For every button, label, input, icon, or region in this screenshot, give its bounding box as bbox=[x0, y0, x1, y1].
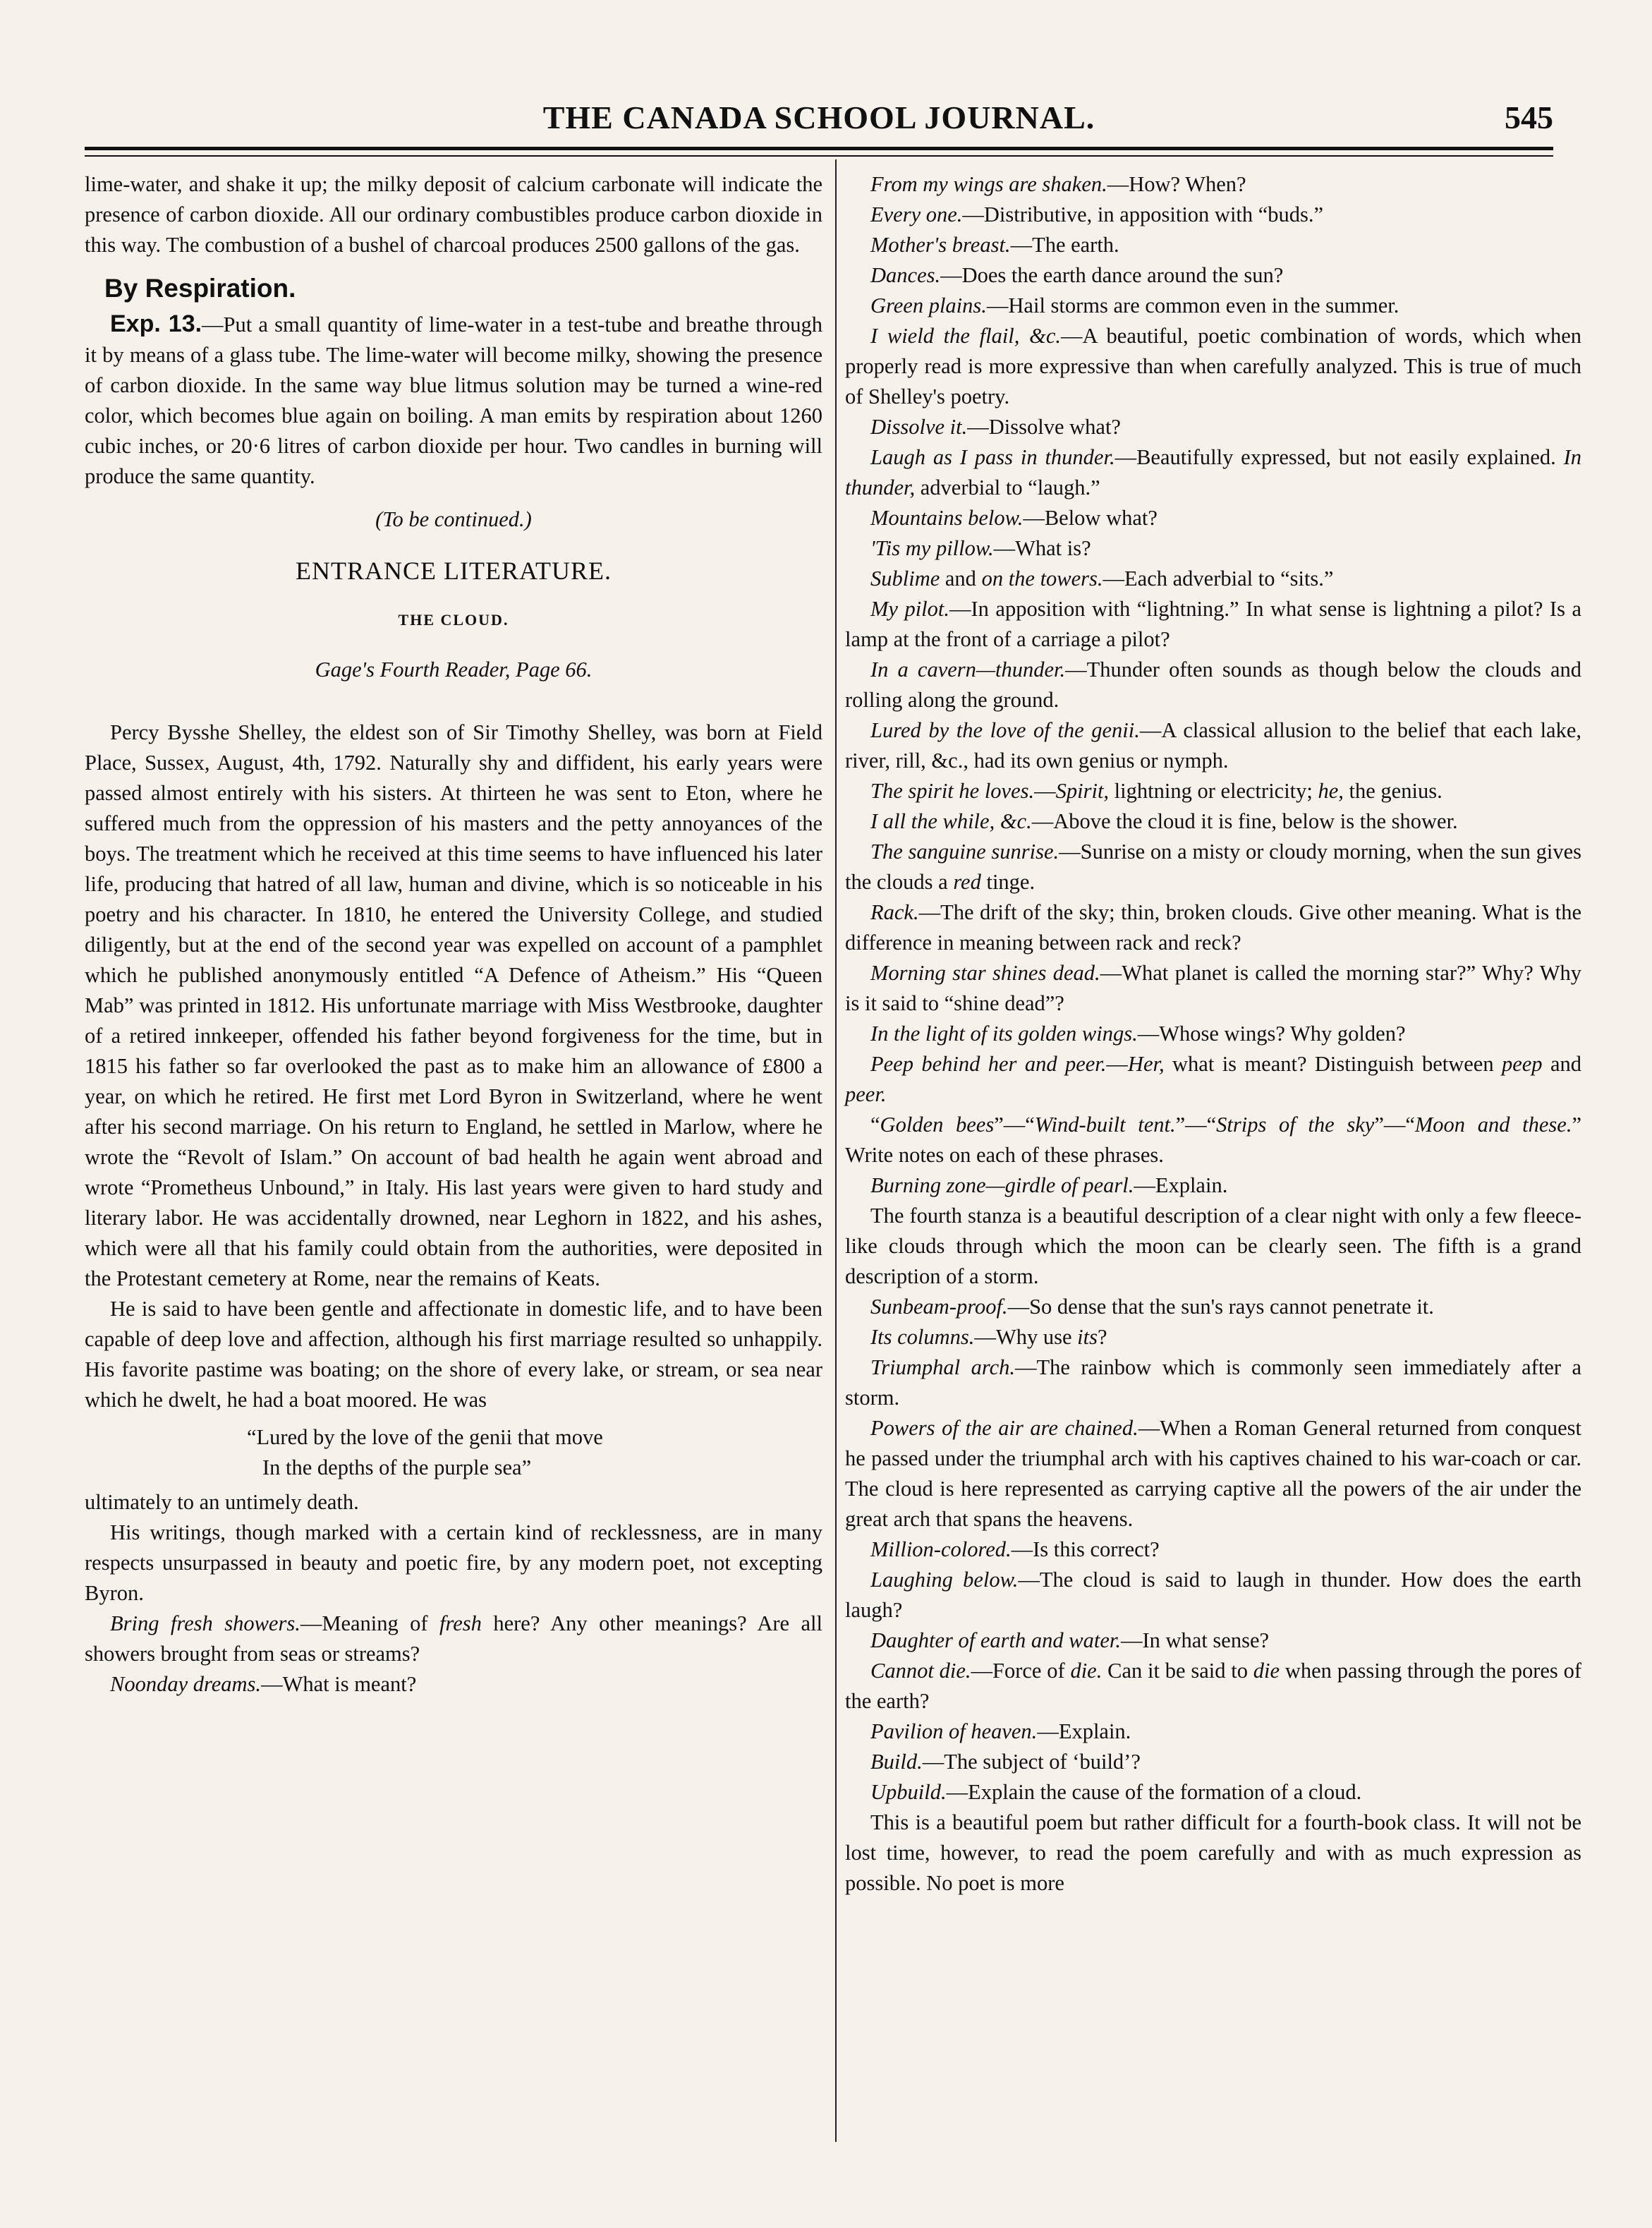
note-term: 'Tis my pillow. bbox=[870, 536, 994, 560]
note-text: Can it be said to bbox=[1102, 1659, 1253, 1683]
note-item bbox=[845, 291, 1581, 321]
note-text: —Hail storms are common even in the summer. bbox=[986, 293, 1399, 317]
note-term: Powers of the air are chained. bbox=[870, 1416, 1138, 1440]
note-term: The spirit he loves. bbox=[870, 779, 1035, 803]
note-term: Green plains. bbox=[870, 293, 987, 317]
header-rule-thin bbox=[85, 155, 1553, 157]
note-text: —The drift of the sky; thin, broken clouds. Give other meaning. What is the difference in meaning between rack and reck? bbox=[845, 900, 1581, 955]
note-text: —What is meant? bbox=[261, 1672, 417, 1696]
note-term: its bbox=[1077, 1325, 1098, 1349]
note-text: when passing through the pores of the earth? bbox=[845, 1659, 1581, 1713]
note-text: ”—“ bbox=[994, 1113, 1035, 1137]
note-term: I wield the flail, &c. bbox=[870, 324, 1061, 348]
note-item bbox=[845, 1019, 1581, 1049]
note-item bbox=[845, 897, 1581, 958]
note-text: —Sunrise on a misty or cloudy morning, when the sun gives the clouds a bbox=[845, 840, 1581, 894]
note-item bbox=[845, 958, 1581, 1019]
note-noonday-dreams bbox=[85, 1669, 822, 1700]
note-item bbox=[845, 442, 1581, 503]
column-divider bbox=[835, 159, 837, 2142]
page-number: 545 bbox=[1505, 99, 1553, 135]
note-text: “ bbox=[870, 1113, 880, 1137]
note-text: — bbox=[1106, 1052, 1128, 1076]
note-text: —A classical allusion to the belief that each lake, river, rill, &c., had its own genius or nymph. bbox=[845, 718, 1581, 773]
note-text: —Whose wings? Why golden? bbox=[1137, 1022, 1406, 1046]
note-text: ”—“ bbox=[1175, 1113, 1217, 1137]
note-text: —What planet is called the morning star?” Why? Why is it said to “shine dead”? bbox=[845, 961, 1582, 1015]
note-text: ”—“ bbox=[1374, 1113, 1415, 1137]
experiment-text: —Put a small quantity of lime-water in a test-tube and breathe through it by means of a glass tube. The lime-water will become milky, showing the presence of carbon dioxide. In the same way blue litmus solution may be turned a wine-red color, which becomes blue again on boiling. A man emits by respiration about 1260 cubic inches, or 20·6 litres of carbon dioxide per hour. Two candles in burning will produce the same quantity. bbox=[85, 313, 822, 488]
note-item bbox=[845, 1292, 1581, 1322]
biography-paragraph-3: ultimately to an untimely death. bbox=[85, 1490, 359, 1514]
note-text: tinge. bbox=[980, 870, 1035, 894]
left-column bbox=[85, 169, 822, 1700]
note-term: In thunder, bbox=[845, 445, 1581, 500]
note-text: — bbox=[1034, 779, 1056, 803]
note-item bbox=[845, 1413, 1581, 1534]
note-text: —The cloud is said to laugh in thunder. How does the earth laugh? bbox=[845, 1568, 1582, 1622]
right-column bbox=[845, 169, 1581, 1899]
note-text: —Dissolve what? bbox=[967, 415, 1121, 439]
note-term: peer. bbox=[845, 1082, 887, 1106]
note-term: red bbox=[953, 870, 981, 894]
note-term: Bring fresh showers. bbox=[110, 1611, 300, 1635]
note-term: Her, bbox=[1127, 1052, 1165, 1076]
note-text: the genius. bbox=[1343, 779, 1443, 803]
note-text: —Why use bbox=[974, 1325, 1078, 1349]
note-term: die bbox=[1253, 1659, 1280, 1683]
note-term: My pilot. bbox=[870, 597, 950, 621]
note-text: ” Write notes on each of these phrases. bbox=[845, 1113, 1581, 1167]
note-text: —Force of bbox=[971, 1659, 1071, 1683]
note-text: —Distributive, in apposition with “buds.” bbox=[962, 202, 1324, 226]
note-term: Triumphal arch. bbox=[870, 1355, 1015, 1379]
note-text: —Beautifully expressed, but not easily explained. bbox=[1115, 445, 1564, 469]
closing-paragraph: This is a beautiful poem but rather difficult for a fourth-book class. It will not be lost time, however, to read the poem carefully and with as much expression as possible. No poet is more bbox=[845, 1810, 1581, 1895]
note-text: —Does the earth dance around the sun? bbox=[940, 263, 1284, 287]
note-text: —The subject of ‘build’? bbox=[922, 1750, 1141, 1774]
note-term: peep bbox=[1501, 1052, 1543, 1076]
note-term: Morning star shines dead. bbox=[870, 961, 1100, 985]
note-item bbox=[845, 169, 1581, 200]
biography-paragraph-1: Percy Bysshe Shelley, the eldest son of Sir Timothy Shelley, was born at Field Place, Sussex, August, 4th, 1792. Naturally shy and diffident, his early years were passed almost entirely with his sisters. At thirteen he was sent to Eton, where he suffered much from the oppression of his masters and the petty annoyances of the boys. The treatment which he received at this time seems to have influenced his later life, producing that hatred of all law, human and divine, which is so noticeable in his poetry and his character. In 1810, he entered the University College, and studied diligently, but at the end of the second year was expelled on account of a pamphlet which he published anonymously entitled “A Defence of Atheism.” His “Queen Mab” was printed in 1812. His unfortunate marriage with Miss Westbrooke, daughter of a retired innkeeper, offended his father beyond forgiveness for the time, but in 1815 his father so far overlooked the past as to make him an allowance of £800 a year, on which he retired. He first met Lord Byron in Switzerland, where he went after his second marriage. On his return to England, he settled in Marlow, where he wrote the “Revolt of Islam.” On account of bad health he again went abroad and wrote “Prometheus Unbound,” in Italy. His last years were given to hard study and literary labor. He was accidentally drowned, near Leghorn in 1822, and his ashes, which were all that his family could obtain from the authorities, were deposited in the Protestant cemetery at Rome, near the remains of Keats. bbox=[85, 720, 822, 1290]
note-term: From my wings are shaken. bbox=[870, 172, 1107, 196]
note-term: Spirit, bbox=[1055, 779, 1110, 803]
note-text: —Each adverbial to “sits.” bbox=[1103, 567, 1334, 591]
note-item bbox=[845, 837, 1581, 897]
note-text: what is meant? Distinguish between bbox=[1164, 1052, 1502, 1076]
note-text: —Above the cloud it is fine, below is the shower. bbox=[1031, 809, 1458, 833]
biography-paragraph-2: He is said to have been gentle and affectionate in domestic life, and to have been capable of deep love and affection, although his first marriage resulted so unhappily. His favorite pastime was boating; on the shore of every lake, or stream, or sea near which he dwelt, he had a boat moored. He was bbox=[85, 1297, 822, 1412]
note-text: —What is? bbox=[993, 536, 1091, 560]
note-text: —So dense that the sun's rays cannot penetrate it. bbox=[1007, 1295, 1434, 1319]
note-term: Burning zone—girdle of pearl. bbox=[870, 1173, 1134, 1197]
note-term: Peep behind her and peer. bbox=[870, 1052, 1107, 1076]
quote-line-1: “Lured by the love of the genii that move bbox=[247, 1425, 603, 1449]
note-item bbox=[845, 564, 1581, 594]
note-text: —When a Roman General returned from conquest he passed under the triumphal arch with his captives chained to his war-coach or car. The cloud is here represented as carrying captive all the powers of the air under the great arch that spans the heavens. bbox=[845, 1416, 1582, 1531]
note-term: Wind-built tent. bbox=[1034, 1113, 1176, 1137]
note-term: The sanguine sunrise. bbox=[870, 840, 1059, 864]
note-term: Pavilion of heaven. bbox=[870, 1719, 1038, 1743]
note-text: —Meaning of bbox=[300, 1611, 440, 1635]
note-text: and bbox=[1542, 1052, 1582, 1076]
note-term: In a cavern—thunder. bbox=[870, 658, 1066, 682]
note-term: I all the while, &c. bbox=[870, 809, 1032, 833]
note-item bbox=[845, 1322, 1581, 1352]
note-text: —The rainbow which is commonly seen immediately after a storm. bbox=[845, 1355, 1581, 1410]
note-term: Cannot die. bbox=[870, 1659, 971, 1683]
running-head bbox=[85, 99, 1553, 141]
note-term: Sunbeam-proof. bbox=[870, 1295, 1008, 1319]
note-term: die. bbox=[1070, 1659, 1103, 1683]
note-item bbox=[845, 1534, 1581, 1565]
quote-line-2: In the depths of the purple sea” bbox=[262, 1455, 532, 1479]
note-text: ? bbox=[1097, 1325, 1107, 1349]
note-term: Its columns. bbox=[870, 1325, 975, 1349]
note-term: fresh bbox=[439, 1611, 482, 1635]
note-term: Noonday dreams. bbox=[110, 1672, 262, 1696]
note-term: Golden bees bbox=[880, 1113, 995, 1137]
note-term: he, bbox=[1318, 779, 1344, 803]
note-term: In the light of its golden wings. bbox=[870, 1022, 1138, 1046]
note-text: and bbox=[940, 567, 982, 591]
note-term: on the towers. bbox=[981, 567, 1103, 591]
note-item bbox=[845, 1747, 1581, 1777]
note-item bbox=[845, 260, 1581, 291]
header-rule-thick bbox=[85, 147, 1553, 150]
intro-paragraph: lime-water, and shake it up; the milky deposit of calcium carbonate will indicate the presence of carbon dioxide. All our ordinary combustibles produce carbon dioxide in this way. The combustion of a bushel of charcoal produces 2500 gallons of the gas. bbox=[85, 172, 822, 257]
note-term: Sublime bbox=[870, 567, 940, 591]
note-text: lightning or electricity; bbox=[1109, 779, 1318, 803]
note-term: Strips of the sky bbox=[1216, 1113, 1375, 1137]
source-citation: Gage's Fourth Reader, Page 66. bbox=[315, 658, 593, 682]
note-item bbox=[845, 1110, 1581, 1170]
note-text: —In what sense? bbox=[1120, 1628, 1270, 1652]
note-term: Daughter of earth and water. bbox=[870, 1628, 1121, 1652]
note-item bbox=[845, 1777, 1581, 1808]
note-term: Dances. bbox=[870, 263, 941, 287]
note-item bbox=[845, 1352, 1581, 1413]
note-term: Mountains below. bbox=[870, 506, 1024, 530]
note-fresh-showers bbox=[85, 1609, 822, 1669]
note-text: —Thunder often sounds as though below the clouds and rolling along the ground. bbox=[845, 658, 1581, 712]
note-item bbox=[845, 230, 1581, 260]
note-item bbox=[845, 200, 1581, 230]
note-term: Rack. bbox=[870, 900, 919, 924]
note-text: —Is this correct? bbox=[1011, 1537, 1160, 1561]
note-term: Mother's breast. bbox=[870, 233, 1011, 257]
note-item bbox=[845, 533, 1581, 564]
poem-quote bbox=[247, 1422, 822, 1483]
note-text: adverbial to “laugh.” bbox=[915, 476, 1100, 500]
note-text: —Explain. bbox=[1134, 1173, 1228, 1197]
note-text: —Below what? bbox=[1023, 506, 1158, 530]
experiment-13-paragraph bbox=[85, 309, 822, 492]
section-title: ENTRANCE LITERATURE. bbox=[296, 557, 612, 585]
note-term: Million-colored. bbox=[870, 1537, 1012, 1561]
note-term: Lured by the love of the genii. bbox=[870, 718, 1140, 742]
note-item bbox=[845, 1656, 1581, 1717]
note-text: —Explain the cause of the formation of a cloud. bbox=[946, 1780, 1362, 1804]
note-item bbox=[845, 1170, 1581, 1201]
note-term: Moon and these. bbox=[1414, 1113, 1572, 1137]
note-item bbox=[845, 503, 1581, 533]
note-text: —Explain. bbox=[1037, 1719, 1131, 1743]
journal-title: THE CANADA SCHOOL JOURNAL. bbox=[542, 99, 1095, 135]
to-be-continued: (To be continued.) bbox=[375, 507, 532, 531]
note-item bbox=[845, 806, 1581, 837]
note-item bbox=[845, 412, 1581, 442]
note-item bbox=[845, 1625, 1581, 1656]
note-item bbox=[845, 321, 1581, 412]
note-term: Laughing below. bbox=[870, 1568, 1019, 1592]
respiration-subhead: By Respiration. bbox=[104, 274, 296, 303]
biography-paragraph-4: His writings, though marked with a certain kind of recklessness, are in many respects unsurpassed in beauty and poetic fire, by any modern poet, not excepting Byron. bbox=[85, 1520, 822, 1605]
note-text: —How? When? bbox=[1107, 172, 1246, 196]
note-term: Laugh as I pass in thunder. bbox=[870, 445, 1115, 469]
note-term: Build. bbox=[870, 1750, 923, 1774]
note-item bbox=[845, 715, 1581, 776]
note-item bbox=[845, 594, 1581, 655]
note-term: Upbuild. bbox=[870, 1780, 947, 1804]
note-text: —A beautiful, poetic combination of words, which when properly read is more expressive than when carefully analyzed. This is true of much of Shelley's poetry. bbox=[845, 324, 1581, 408]
note-item bbox=[845, 1565, 1581, 1625]
note-text: here? Any other meanings? Are all showers brought from seas or streams? bbox=[85, 1611, 822, 1666]
note-term: Every one. bbox=[870, 202, 963, 226]
note-item bbox=[845, 1049, 1581, 1110]
note-text: —The earth. bbox=[1010, 233, 1119, 257]
note-paragraph: The fourth stanza is a beautiful description of a clear night with only a few fleece-like clouds through which the moon can be clearly seen. The fifth is a grand description of a storm. bbox=[845, 1204, 1581, 1288]
note-item bbox=[845, 1717, 1581, 1747]
note-term: Dissolve it. bbox=[870, 415, 968, 439]
note-item bbox=[845, 655, 1581, 715]
poem-title: THE CLOUD. bbox=[398, 611, 509, 629]
note-item bbox=[845, 776, 1581, 806]
note-text: —In apposition with “lightning.” In what sense is lightning a pilot? Is a lamp at the front of a carriage a pilot? bbox=[845, 597, 1581, 651]
experiment-label: Exp. 13. bbox=[110, 310, 202, 337]
